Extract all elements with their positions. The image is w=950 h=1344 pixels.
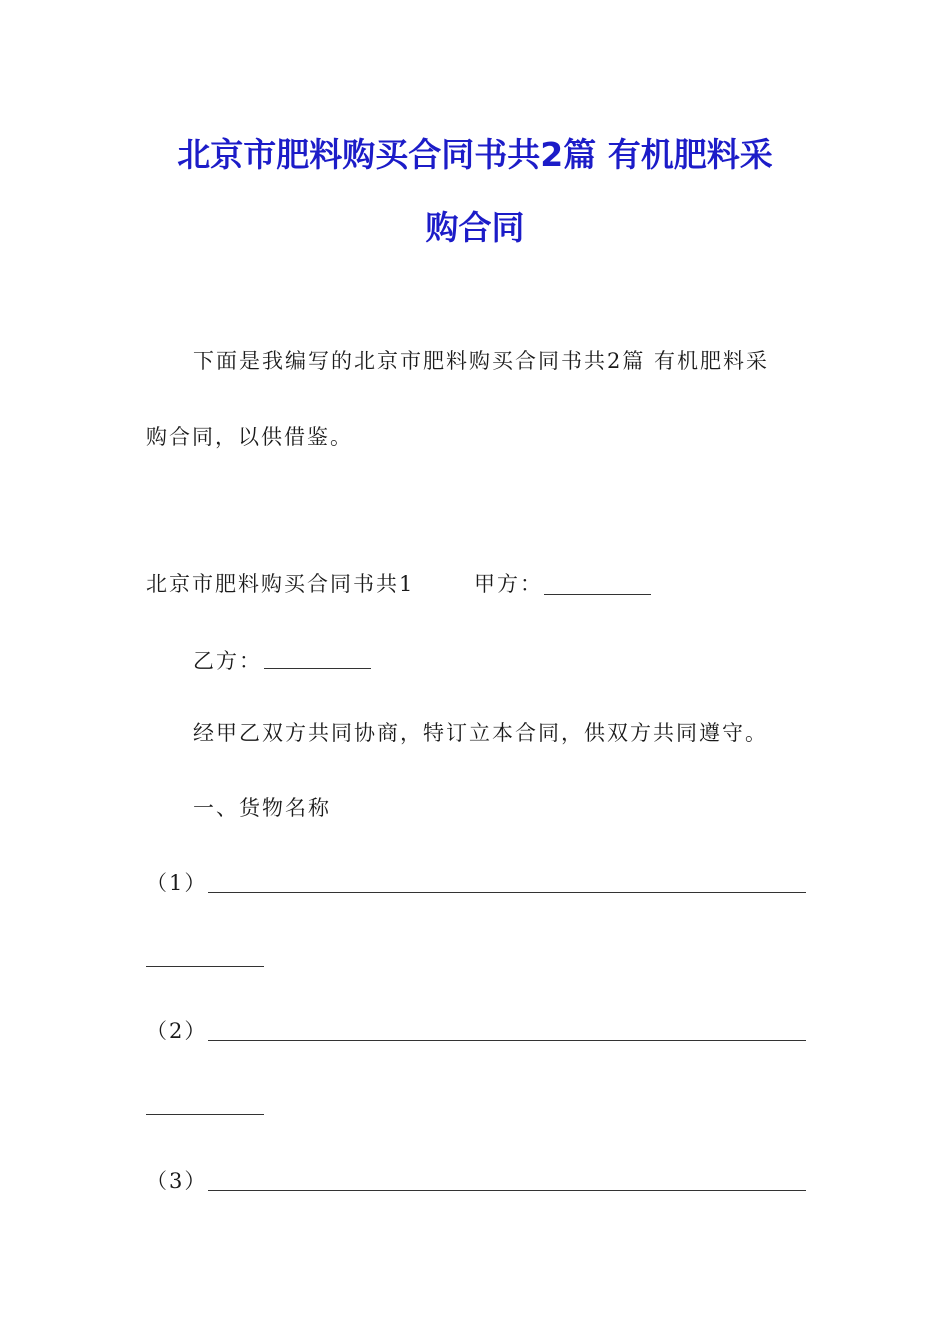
item-1-label: （1）: [146, 871, 208, 895]
intro-paragraph-line-1: 下面是我编写的北京市肥料购买合同书共2篇 有机肥料采: [193, 349, 770, 373]
document-title-line-2: 购合同: [425, 208, 525, 247]
item-2-blank-continued: [146, 1114, 264, 1115]
party-a-label: 甲方：: [474, 572, 543, 596]
party-b-label: 乙方：: [193, 649, 262, 673]
item-1-blank: [208, 892, 806, 893]
intro-paragraph-line-2: 购合同，以供借鉴。: [146, 425, 353, 449]
item-3-blank: [208, 1190, 806, 1191]
item-2-blank: [208, 1040, 806, 1041]
item-1-blank-continued: [146, 966, 264, 967]
document-title-line-1: 北京市肥料购买合同书共2篇 有机肥料采: [177, 135, 773, 174]
item-2-label: （2）: [146, 1019, 208, 1043]
item-3-label: （3）: [146, 1169, 208, 1193]
clause-1-heading: 一、货物名称: [193, 796, 331, 820]
party-b-blank: [264, 668, 371, 669]
agreement-statement: 经甲乙双方共同协商，特订立本合同，供双方共同遵守。: [193, 721, 768, 745]
party-a-blank: [544, 594, 651, 595]
contract-section-heading: 北京市肥料购买合同书共1: [146, 572, 415, 596]
